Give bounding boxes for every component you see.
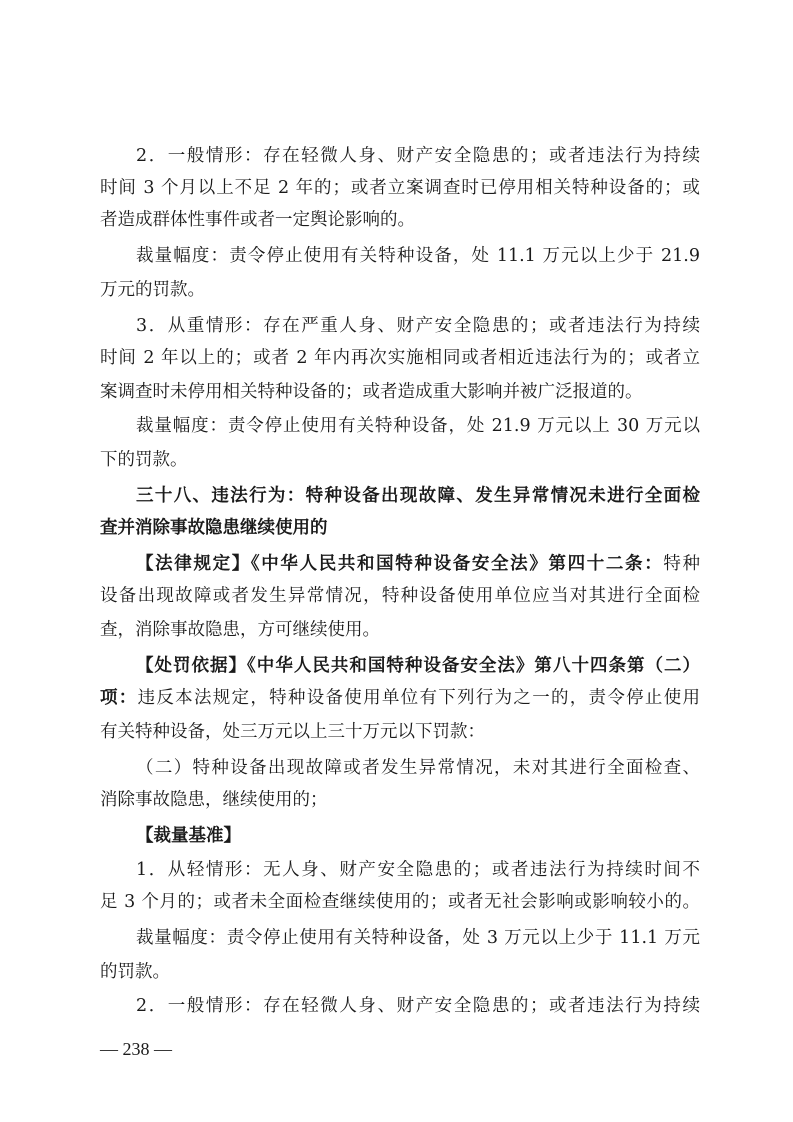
page-number: — 238 —: [100, 1039, 172, 1059]
paragraph-line: 裁量幅度：责令停止使用有关特种设备，处 21.9 万元以上 30 万元以: [136, 416, 700, 436]
paragraph-line: 案调查时未停用相关特种设备的；或者造成重大影响并被广泛报道的。: [100, 382, 643, 402]
penalty-basis-line: [100, 682, 700, 714]
paragraph-line: 设备出现故障或者发生异常情况，特种设备使用单位应当对其进行全面检: [100, 586, 700, 606]
law-provision-line: [100, 548, 700, 580]
paragraph-line: 时间 3 个月以上不足 2 年的；或者立案调查时已停用相关特种设备的；或: [100, 178, 700, 198]
paragraph-line: 1．从轻情形：无人身、财产安全隐患的；或者违法行为持续时间不: [136, 860, 700, 880]
section-heading: 三十八、违法行为：特种设备出现故障、发生异常情况未进行全面检: [136, 486, 700, 506]
paragraph-line: （二）特种设备出现故障或者发生异常情况，未对其进行全面检查、: [136, 758, 700, 778]
paragraph-line: 的罚款。: [100, 962, 170, 982]
paragraph-line: 裁量幅度：责令停止使用有关特种设备，处 3 万元以上少于 11.1 万元: [136, 928, 700, 948]
paragraph-line: 查，消除事故隐患，方可继续使用。: [100, 620, 380, 640]
paragraph-line: 2．一般情形：存在轻微人身、财产安全隐患的；或者违法行为持续: [136, 996, 700, 1016]
paragraph-line: 消除事故隐患，继续使用的；: [100, 790, 328, 810]
penalty-basis-label: 项：: [100, 688, 138, 708]
section-heading: 查并消除事故隐患继续使用的: [100, 518, 328, 538]
law-provision-text: 特种: [663, 554, 700, 574]
penalty-basis-heading: 【处罚依据】《中华人民共和国特种设备安全法》第八十四条第（二）: [136, 656, 700, 676]
paragraph-line: 者造成群体性事件或者一定舆论影响的。: [100, 210, 415, 230]
paragraph-line: 足 3 个月的；或者未全面检查继续使用的；或者无社会影响或影响较小的。: [100, 892, 700, 912]
paragraph-line: 3．从重情形：存在严重人身、财产安全隐患的；或者违法行为持续: [136, 316, 700, 336]
law-provision-label: 【法律规定】《中华人民共和国特种设备安全法》第四十二条：: [136, 554, 664, 574]
discretion-standard-heading: 【裁量基准】: [136, 826, 241, 846]
paragraph-line: 下的罚款。: [100, 450, 188, 470]
paragraph-line: 裁量幅度：责令停止使用有关特种设备，处 11.1 万元以上少于 21.9: [136, 246, 700, 266]
paragraph-line: 万元的罚款。: [100, 280, 205, 300]
paragraph-line: 时间 2 年以上的；或者 2 年内再次实施相同或者相近违法行为的；或者立: [100, 348, 700, 368]
paragraph-line: 有关特种设备，处三万元以上三十万元以下罚款：: [100, 722, 485, 742]
paragraph-line: 2．一般情形：存在轻微人身、财产安全隐患的；或者违法行为持续: [136, 146, 700, 166]
penalty-basis-text: 违反本法规定，特种设备使用单位有下列行为之一的，责令停止使用: [137, 688, 700, 708]
